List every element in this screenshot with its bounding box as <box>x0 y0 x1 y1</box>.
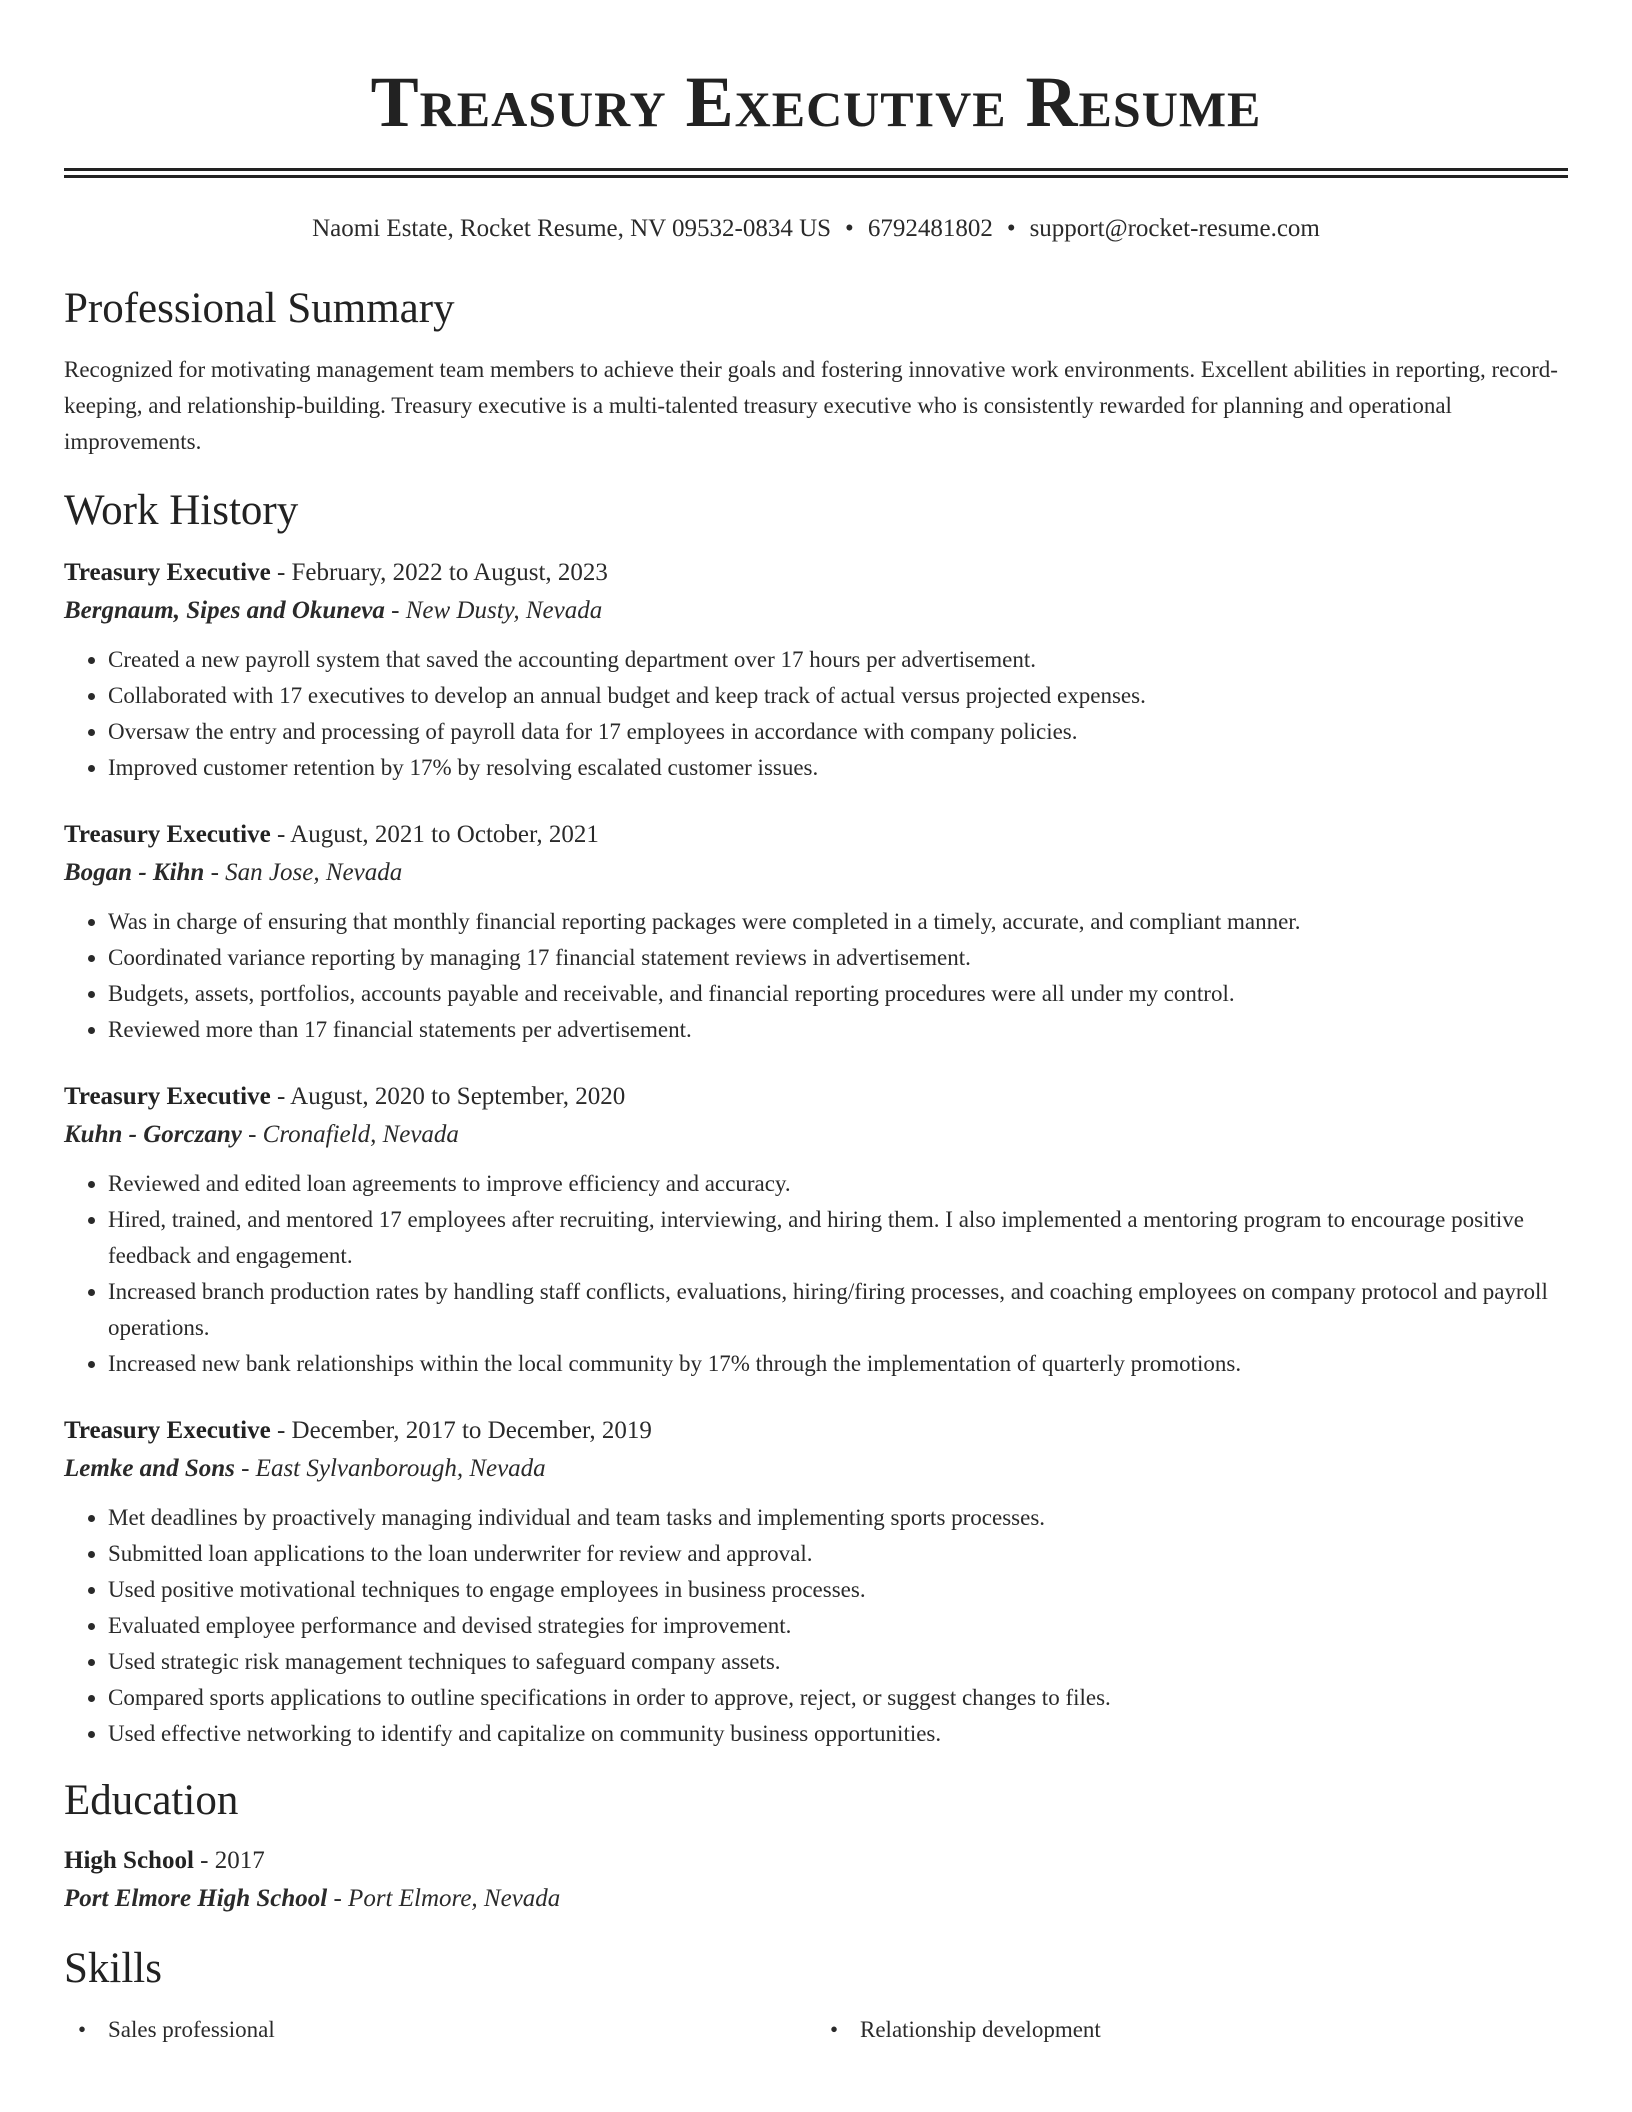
skills-list <box>64 2012 1568 2048</box>
list-item: • Increased new bank relationships within the local community by 17% through the implementation of quarterly promotions. <box>108 1346 1568 1382</box>
job-entry <box>64 816 1568 1048</box>
list-item: • Created a new payroll system that saved the accounting department over 17 hours per advertisement. <box>108 642 1568 678</box>
job-entry <box>64 1412 1568 1752</box>
employer-location: - Cronafield, Nevada <box>241 1121 459 1148</box>
job-title-line <box>64 1078 1568 1116</box>
list-item: • Coordinated variance reporting by managing 17 financial statement reviews in advertisement. <box>108 940 1568 976</box>
list-item: • Reviewed and edited loan agreements to improve efficiency and accuracy. <box>108 1166 1568 1202</box>
employer-line <box>64 1116 1568 1154</box>
employer-line <box>64 592 1568 630</box>
employer-location: - New Dusty, Nevada <box>384 597 603 624</box>
job-bullets <box>64 642 1568 786</box>
job-title-line <box>64 1412 1568 1450</box>
skills-heading: Skills <box>64 1945 162 1992</box>
resume-title: Treasury Executive Resume <box>370 62 1262 142</box>
education-entry <box>64 1842 1568 1918</box>
contact-phone: 6792481802 <box>867 215 993 242</box>
contact-address: Naomi Estate, Rocket Resume, NV 09532-0834 US <box>312 215 832 242</box>
graduation-year: - 2017 <box>193 1847 265 1874</box>
employer-line <box>64 1450 1568 1488</box>
contact-separator: • <box>1006 215 1016 242</box>
list-item: • Evaluated employee performance and devised strategies for improvement. <box>108 1608 1568 1644</box>
job-dates: - August, 2021 to October, 2021 <box>270 821 599 848</box>
list-item: • Used positive motivational techniques to engage employees in business processes. <box>108 1572 1568 1608</box>
education-heading: Education <box>64 1777 239 1824</box>
list-item: • Used effective networking to identify and capitalize on community business opportunities. <box>108 1716 1568 1752</box>
job-title: Treasury Executive <box>64 1083 271 1110</box>
contact-separator: • <box>845 215 854 242</box>
employer-name: Lemke and Sons <box>64 1455 235 1482</box>
list-item: • Compared sports applications to outline specifications in order to approve, reject, or suggest changes to files. <box>108 1680 1568 1716</box>
list-item: • Collaborated with 17 executives to develop an annual budget and keep track of actual versus projected expenses. <box>108 678 1568 714</box>
employer-name: Bogan - Kihn <box>64 859 205 886</box>
list-item: • Was in charge of ensuring that monthly financial reporting packages were completed in a timely, accurate, and compliant manner. <box>108 904 1568 940</box>
job-title: Treasury Executive <box>64 821 271 848</box>
title-double-rule <box>64 168 1568 178</box>
job-title: Treasury Executive <box>64 559 271 586</box>
employer-name: Kuhn - Gorczany <box>64 1121 242 1148</box>
school-name: Port Elmore High School <box>64 1885 328 1912</box>
degree-line <box>64 1842 1568 1880</box>
school-location: - Port Elmore, Nevada <box>327 1885 561 1912</box>
contact-email: support@rocket-resume.com <box>1029 215 1320 242</box>
work-history-heading: Work History <box>64 487 299 534</box>
job-dates: - August, 2020 to September, 2020 <box>270 1083 626 1110</box>
list-item: • Reviewed more than 17 financial statements per advertisement. <box>108 1012 1568 1048</box>
job-entry <box>64 1078 1568 1382</box>
employer-location: - San Jose, Nevada <box>204 859 403 886</box>
list-item: • Submitted loan applications to the loan underwriter for review and approval. <box>108 1536 1568 1572</box>
list-item: • Used strategic risk management techniques to safeguard company assets. <box>108 1644 1568 1680</box>
job-dates: - December, 2017 to December, 2019 <box>270 1417 652 1444</box>
list-item: • Met deadlines by proactively managing individual and team tasks and implementing sports processes. <box>108 1500 1568 1536</box>
list-item: • Budgets, assets, portfolios, accounts payable and receivable, and financial reporting procedures were all under my control. <box>108 976 1568 1012</box>
job-title-line <box>64 554 1568 592</box>
job-dates: - February, 2022 to August, 2023 <box>270 559 608 586</box>
contact-line <box>64 214 1568 244</box>
list-item: • Increased branch production rates by handling staff conflicts, evaluations, hiring/firing processes, and coaching employees on company protocol and payroll operations. <box>108 1274 1568 1346</box>
employer-line <box>64 854 1568 892</box>
list-item: • Hired, trained, and mentored 17 employees after recruiting, interviewing, and hiring them. I also implemented a mentoring program to encourage positive feedback and engagement. <box>108 1202 1568 1274</box>
degree: High School <box>64 1847 194 1874</box>
summary-heading: Professional Summary <box>64 285 455 332</box>
school-line <box>64 1880 1568 1918</box>
list-item: • Improved customer retention by 17% by resolving escalated customer issues. <box>108 750 1568 786</box>
skill-item: • Sales professional <box>64 2012 816 2048</box>
job-bullets <box>64 1500 1568 1752</box>
job-entry <box>64 554 1568 786</box>
job-title-line <box>64 816 1568 854</box>
job-bullets <box>64 1166 1568 1382</box>
list-item: • Oversaw the entry and processing of payroll data for 17 employees in accordance with company policies. <box>108 714 1568 750</box>
employer-name: Bergnaum, Sipes and Okuneva <box>64 597 385 624</box>
employer-location: - East Sylvanborough, Nevada <box>234 1455 546 1482</box>
job-bullets <box>64 904 1568 1048</box>
skill-item: • Relationship development <box>816 2012 1568 2048</box>
summary-text: Recognized for motivating management team members to achieve their goals and fostering innovative work environments. Excellent abilities in reporting, record-keeping, and relationship-building. Treasury executive is a multi-talented treasury executive who is consistently rewarded for planning and operational improvements. <box>64 357 1558 454</box>
job-title: Treasury Executive <box>64 1417 271 1444</box>
